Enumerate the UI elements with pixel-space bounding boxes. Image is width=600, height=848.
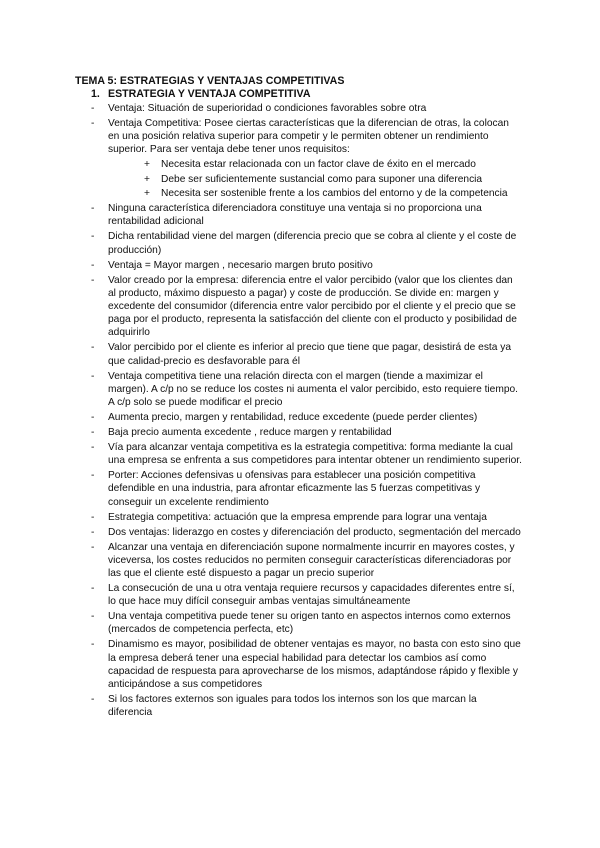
list-item (91, 610, 523, 636)
list-item (91, 341, 523, 367)
list-item-text: Ventaja Competitiva: Posee ciertas características que la diferencian de otras, la colocan en una posición relativa superior para competir y le permiten obtener un rendimiento superior. Para ser ventaja debe tener unos requisitos: (108, 118, 509, 156)
list-item-text: Ventaja = Mayor margen , necesario margen bruto positivo (108, 259, 373, 271)
list-item (91, 469, 523, 509)
list-item-text: Vía para alcanzar ventaja competitiva es la estrategia competitiva: forma mediante la cual una empresa se enfrenta a sus competidores para intentar obtener un rendimiento superior. (108, 442, 522, 467)
list-item-text: Valor creado por la empresa: diferencia entre el valor percibido (valor que los clientes dan al producto, máximo dispuesto a pagar) y coste de producción. Se divide en: margen y excedente del consumidor (diferencia entre valor percibido por el cliente y el precio que se paga por el producto, representa la satisfacción del cliente con el producto y posibilidad de adquirirlo (108, 274, 517, 339)
list-item-text: Porter: Acciones defensivas u ofensivas para establecer una posición competitiva defendible en una industria, para afrontar eficazmente las 5 fuerzas competitivas y conseguir un excelente rendimiento (108, 470, 481, 508)
list-item (91, 638, 523, 691)
sub-list-item: + Debe ser suficientemente sustancial como para suponer una diferencia (108, 173, 523, 186)
list-item (91, 370, 523, 410)
list-item (91, 511, 523, 524)
list-item-text: Una ventaja competitiva puede tener su origen tanto en aspectos internos como externos (mercados de competencia perfecta, etc) (108, 611, 511, 636)
list-item (91, 582, 523, 608)
sub-list-item: + Necesita ser sostenible frente a los cambios del entorno y de la competencia (108, 187, 523, 200)
list-item (91, 259, 523, 272)
list-item (91, 426, 523, 439)
list-item (91, 526, 523, 539)
list-item-text: Ventaja: Situación de superioridad o condiciones favorables sobre otra (108, 103, 427, 114)
list-item (91, 117, 523, 200)
section-heading (91, 88, 310, 101)
list-item-text: Estrategia competitiva: actuación que la empresa emprende para lograr una ventaja (108, 511, 487, 523)
list-item-text: Alcanzar una ventaja en diferenciación supone normalmente incurrir en mayores costes, y viceversa, los costes reducidos no permiten conseguir características diferenciadoras por las que el cliente esté dispuesto a pagar un precio superior (108, 541, 515, 580)
sub-list-item: + Necesita estar relacionada con un factor clave de éxito en el mercado (108, 158, 523, 171)
section-title: ESTRATEGIA Y VENTAJA COMPETITIVA (108, 88, 311, 100)
document-title: TEMA 5: ESTRATEGIAS Y VENTAJAS COMPETITIVAS (75, 75, 345, 87)
list-item-text: Ninguna característica diferenciadora constituye una ventaja si no proporciona una rentabilidad adicional (108, 203, 482, 228)
list-item (91, 274, 523, 340)
list-item-text: Si los factores externos son iguales para todos los internos son los que marcan la diferencia (108, 694, 477, 719)
list-item-text: Dos ventajas: liderazgo en costes y diferenciación del producto, segmentación del mercado (108, 526, 521, 538)
list-item (91, 441, 523, 467)
list-item-text: Dinamismo es mayor, posibilidad de obtener ventajas es mayor, no basta con esto sino que la empresa deberá tener una especial habilidad para detectar los cambios así como capacidad de respuesta para aprovecharse de los mismos, adaptándose rápido y flexible y anticipándose a sus competidores (108, 639, 521, 691)
list-item (91, 411, 523, 424)
list-item (91, 102, 523, 115)
list-item-text: Ventaja competitiva tiene una relación directa con el margen (tiende a maximizar el margen). A c/p no se reduce los costes ni aumenta el valor percibido, esto requiere tiempo. A c/p solo se puede modificar el precio (108, 370, 518, 409)
list-item-text: Aumenta precio, margen y rentabilidad, reduce excedente (puede perder clientes) (108, 412, 478, 424)
list-item (91, 541, 523, 581)
list-item-text: Valor percibido por el cliente es inferior al precio que tiene que pagar, desistirá de esta ya que calidad-precio es desfavorable para él (108, 342, 512, 367)
list-item-text: La consecución de una u otra ventaja requiere recursos y capacidades diferentes entre sí, lo que hace muy difícil conseguir ambas ventajas simultáneamente (108, 583, 515, 608)
list-item (91, 693, 523, 719)
section-number: 1. (91, 88, 100, 100)
bullet-list (91, 102, 523, 721)
list-item (91, 230, 523, 256)
list-item-text: Baja precio aumenta excedente , reduce margen y rentabilidad (108, 427, 392, 439)
sub-list (108, 158, 523, 200)
list-item-text: Dicha rentabilidad viene del margen (diferencia precio que se cobra al cliente y el coste de producción) (108, 231, 517, 256)
list-item (91, 202, 523, 228)
